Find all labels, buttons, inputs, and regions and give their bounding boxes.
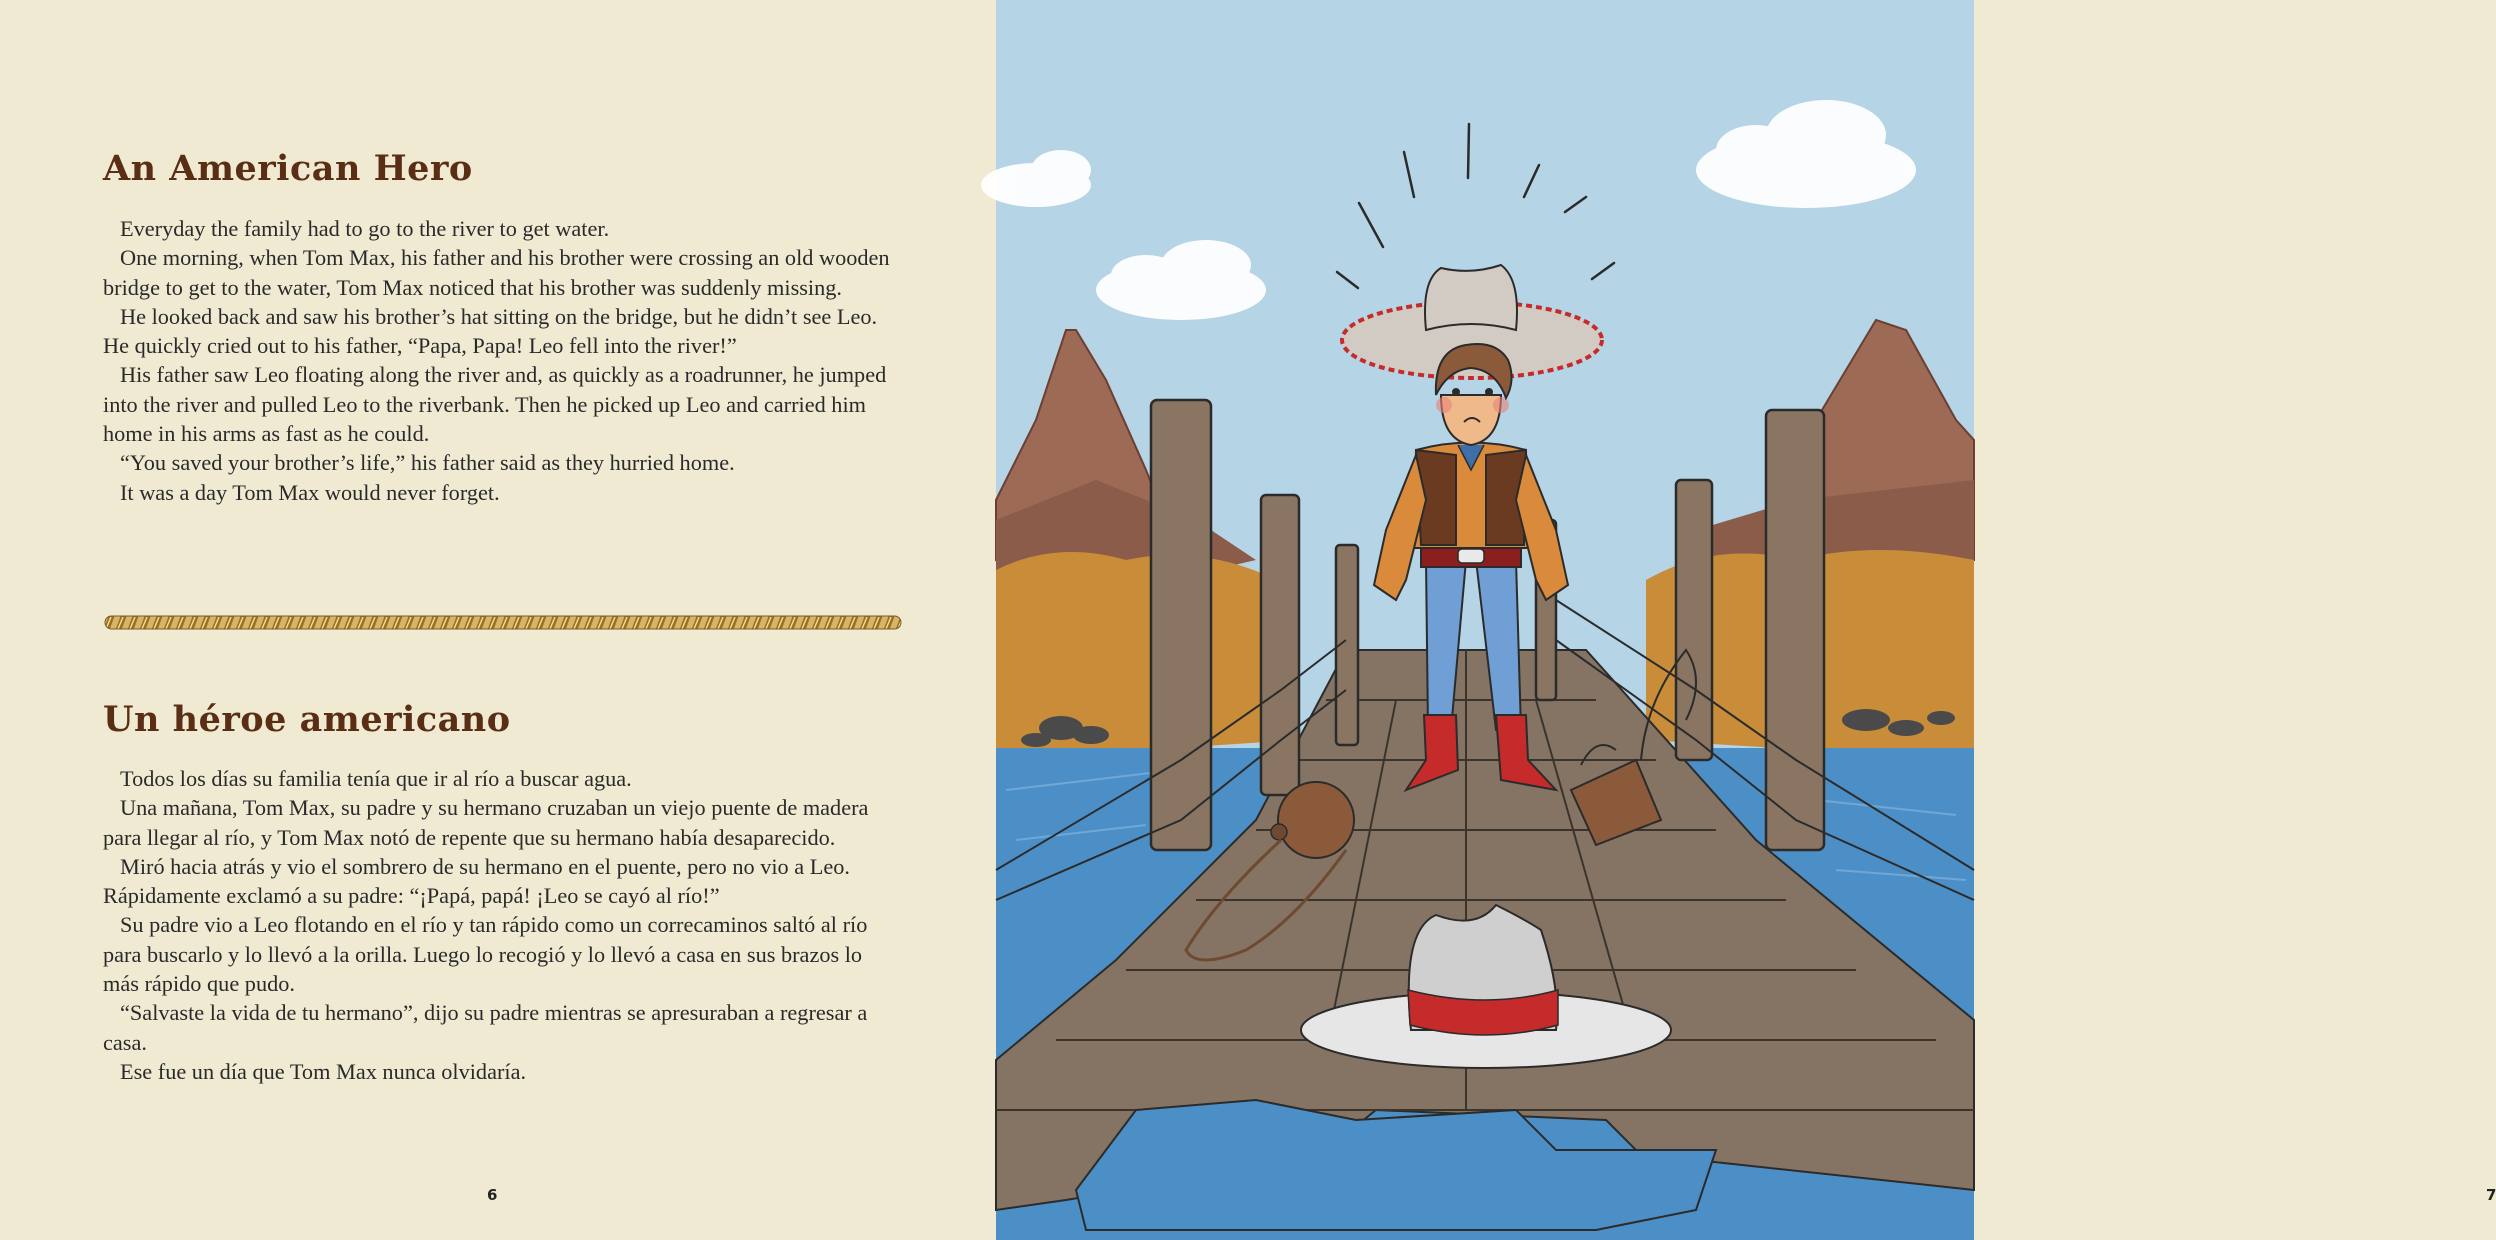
spanish-title: Un héroe americano [103,699,511,740]
bridge-illustration [996,0,1974,1240]
page-number-left: 6 [487,1186,498,1204]
spanish-paragraph: Su padre vio a Leo flotando en el río y tan rápido como un correcaminos saltó al río para buscarlo y lo llevó a la orilla. Luego lo recogió y lo llevó a casa en sus brazos lo más rápido que pudo. [103,912,868,997]
english-title: An American Hero [103,148,473,189]
english-paragraph: “You saved your brother’s life,” his father said as they hurried home. [120,450,735,476]
spanish-story [103,764,903,1086]
spanish-paragraph: “Salvaste la vida de tu hermano”, dijo su padre mientras se apresuraban a regresar a casa. [103,1000,868,1055]
english-paragraph: One morning, when Tom Max, his father and his brother were crossing an old wooden bridge to get to the water, Tom Max noticed that his brother was suddenly missing. [103,245,890,300]
english-paragraph: Everyday the family had to go to the river to get water. [120,216,610,241]
spanish-paragraph: Una mañana, Tom Max, su padre y su hermano cruzaban un viejo puente de madera para llegar al río, y Tom Max notó de repente que su hermano había desaparecido. [103,795,869,850]
right-page [996,0,2496,1240]
left-page [0,0,996,1240]
english-paragraph: It was a day Tom Max would never forget. [120,479,500,505]
spanish-paragraph: Todos los días su familia tenía que ir al río a buscar agua. [120,766,632,791]
english-paragraph: He looked back and saw his brother’s hat sitting on the bridge, but he didn’t see Leo. He quickly cried out to his father, “Papa, Papa! Leo fell into the river!” [103,303,878,359]
english-story [103,214,903,507]
spanish-paragraph: Ese fue un día que Tom Max nunca olvidaría. [120,1058,527,1084]
page-number-right: 7 [2486,1186,2496,1204]
spanish-paragraph: Miró hacia atrás y vio el sombrero de su hermano en el puente, pero no vio a Leo. Rápidamente exclamó a su padre: “¡Papá, papá! ¡Leo se cayó al río!” [103,853,850,909]
english-paragraph: His father saw Leo floating along the river and, as quickly as a roadrunner, he jumped into the river and pulled Leo to the riverbank. Then he picked up Leo and carried him home in his arms as fast as he could. [103,362,887,447]
rope-divider [103,613,903,633]
